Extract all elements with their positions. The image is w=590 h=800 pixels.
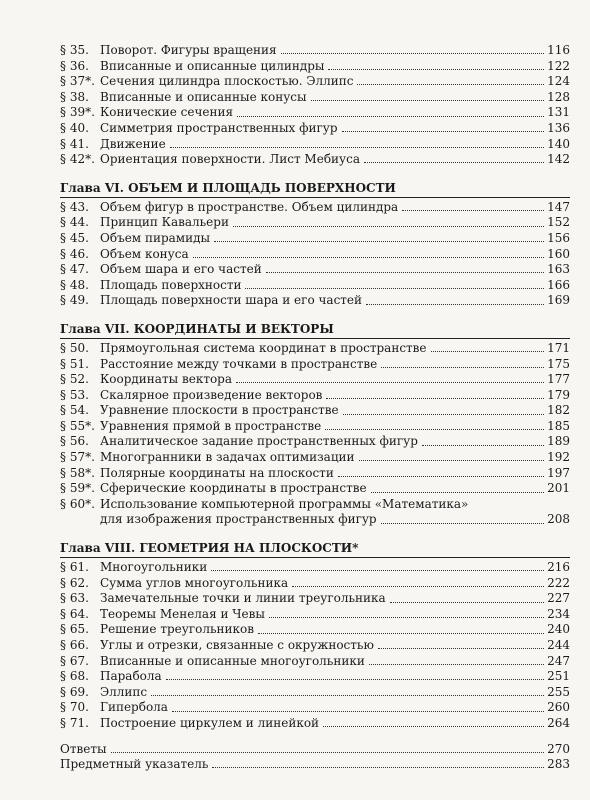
toc-entry	[60, 757, 570, 773]
page-number: 227	[547, 591, 570, 606]
page-number: 234	[547, 606, 570, 621]
page-number: 163	[547, 262, 570, 277]
section-title: Теоремы Менелая и Чевы	[100, 606, 265, 621]
page-number: 122	[547, 58, 570, 73]
dot-leader	[371, 492, 544, 493]
section-title: Вписанные и описанные цилиндры	[100, 58, 325, 73]
dot-leader	[233, 226, 544, 227]
section-title: Использование компьютерной программы «Математика»	[100, 496, 469, 511]
page-number: 171	[547, 340, 570, 355]
toc-entry	[60, 372, 570, 388]
section-number: § 64.	[60, 606, 89, 621]
dot-leader	[281, 53, 544, 54]
section-number: § 41.	[60, 136, 89, 151]
toc-entry	[60, 200, 570, 216]
section-title: Эллипс	[100, 684, 148, 699]
toc-entry	[60, 512, 570, 528]
section-number: § 65.	[60, 622, 89, 637]
section-title: Многоугольники	[100, 560, 208, 575]
dot-leader	[366, 304, 544, 305]
toc-entry	[60, 152, 570, 168]
section-title: для изображения пространственных фигур	[100, 512, 377, 527]
section-title: Объем пирамиды	[100, 230, 211, 245]
toc-entry	[60, 388, 570, 404]
page-number: 124	[547, 74, 570, 89]
dot-leader	[390, 602, 544, 603]
toc-entry	[60, 607, 570, 623]
section-number: § 54.	[60, 403, 89, 418]
section-title: Принцип Кавальери	[100, 215, 229, 230]
section-title: Конические сечения	[100, 105, 234, 120]
page-number: 179	[547, 387, 570, 402]
section-number: § 67.	[60, 653, 89, 668]
toc-entry	[60, 742, 570, 758]
section-title: Объем конуса	[100, 246, 189, 261]
toc-entry	[60, 700, 570, 716]
dot-leader	[269, 617, 544, 618]
chapter-heading: Глава VII. КООРДИНАТЫ И ВЕКТОРЫ	[60, 321, 570, 339]
table-of-contents	[60, 43, 570, 773]
toc-entry	[60, 466, 570, 482]
toc-entry	[60, 419, 570, 435]
page-number: 152	[547, 215, 570, 230]
section-title: Углы и отрезки, связанные с окружностью	[100, 638, 374, 652]
section-number: § 43.	[60, 199, 89, 214]
toc-entry	[60, 638, 570, 654]
page-number: 216	[547, 560, 570, 575]
section-number: § 42*.	[60, 152, 95, 167]
page-number: 283	[547, 757, 570, 772]
dot-leader	[212, 767, 544, 768]
section-title: Предметный указатель	[60, 757, 209, 772]
page-number: 182	[547, 403, 570, 418]
page-number: 208	[547, 512, 570, 527]
toc-entry	[60, 591, 570, 607]
dot-leader	[236, 382, 544, 383]
page-number: 270	[547, 741, 570, 756]
dot-leader	[369, 664, 544, 665]
dot-leader	[402, 210, 544, 211]
dot-leader	[245, 288, 544, 289]
section-title: Вписанные и описанные многоугольники	[100, 653, 365, 668]
dot-leader	[166, 679, 544, 680]
dot-leader	[378, 648, 544, 649]
dot-leader	[311, 100, 544, 101]
toc-entry	[60, 622, 570, 638]
section-title: Координаты вектора	[100, 372, 233, 387]
page-number: 185	[547, 418, 570, 433]
toc-entry	[60, 560, 570, 576]
toc-entry	[60, 450, 570, 466]
dot-leader	[343, 414, 544, 415]
toc-entry	[60, 59, 570, 75]
dot-leader	[266, 272, 544, 273]
section-number: § 58*.	[60, 465, 95, 480]
section-number: § 48.	[60, 277, 89, 292]
section-number: § 39*.	[60, 105, 95, 120]
section-number: § 50.	[60, 340, 89, 355]
toc-entry	[60, 231, 570, 247]
section-title: Сечения цилиндра плоскостью. Эллипс	[100, 74, 354, 89]
page-number: 264	[547, 715, 570, 730]
section-number: § 60*.	[60, 496, 95, 511]
section-title: Вписанные и описанные конусы	[100, 89, 307, 104]
section-number: § 36.	[60, 58, 89, 73]
section-title: Уравнение плоскости в пространстве	[100, 403, 339, 418]
page-number: 192	[547, 450, 570, 465]
section-number: § 44.	[60, 215, 89, 230]
page-number: 136	[547, 120, 570, 135]
dot-leader	[172, 711, 544, 712]
section-title: Сферические координаты в пространстве	[100, 481, 367, 496]
page-number: 140	[547, 136, 570, 151]
section-number: § 40.	[60, 120, 89, 135]
dot-leader	[381, 523, 544, 524]
section-number: § 62.	[60, 575, 89, 590]
page-number: 260	[547, 700, 570, 715]
back-matter	[60, 742, 570, 773]
section-number: § 61.	[60, 560, 89, 575]
chapter-heading: Глава VI. ОБЪЕМ И ПЛОЩАДЬ ПОВЕРХНОСТИ	[60, 180, 570, 198]
dot-leader	[364, 162, 544, 163]
page-number: 222	[547, 575, 570, 590]
dot-leader	[323, 726, 544, 727]
dot-leader	[328, 69, 544, 70]
page-number: 244	[547, 638, 570, 652]
page-number: 128	[547, 89, 570, 104]
dot-leader	[342, 131, 544, 132]
section-title: Аналитическое задание пространственных фигур	[100, 434, 418, 449]
section-number: § 35.	[60, 43, 89, 57]
dot-leader	[237, 116, 544, 117]
dot-leader	[151, 695, 544, 696]
section-number: § 53.	[60, 387, 89, 402]
dot-leader	[359, 460, 544, 461]
toc-entry	[60, 481, 570, 497]
section-number: § 51.	[60, 356, 89, 371]
section-number: § 69.	[60, 684, 89, 699]
section-number: § 37*.	[60, 74, 95, 89]
toc-entry	[60, 74, 570, 90]
dot-leader	[325, 429, 544, 430]
section-number: § 38.	[60, 89, 89, 104]
toc-entry	[60, 576, 570, 592]
dot-leader	[193, 257, 544, 258]
toc-entry	[60, 434, 570, 450]
section-number: § 47.	[60, 262, 89, 277]
dot-leader	[338, 476, 544, 477]
section-title: Объем шара и его частей	[100, 262, 262, 277]
section-title: Площадь поверхности	[100, 277, 242, 292]
section-title: Парабола	[100, 669, 162, 684]
toc-entry	[60, 90, 570, 106]
section-number: § 70.	[60, 700, 89, 715]
dot-leader	[381, 367, 544, 368]
toc-entry	[60, 105, 570, 121]
page-number: 197	[547, 465, 570, 480]
section-number: § 49.	[60, 293, 89, 308]
page-number: 240	[547, 622, 570, 637]
section-number: § 57*.	[60, 450, 95, 465]
section-title: Объем фигур в пространстве. Объем цилиндра	[100, 199, 399, 214]
toc-entry	[60, 669, 570, 685]
section-title: Ориентация поверхности. Лист Мебиуса	[100, 152, 360, 167]
section-number: § 56.	[60, 434, 89, 449]
page-number: 147	[547, 199, 570, 214]
section-number: § 45.	[60, 230, 89, 245]
toc-entry	[60, 293, 570, 309]
dot-leader	[214, 241, 544, 242]
page-number: 160	[547, 246, 570, 261]
page-number: 116	[547, 43, 570, 57]
section-number: § 71.	[60, 715, 89, 730]
dot-leader	[422, 445, 544, 446]
section-title: Уравнения прямой в пространстве	[100, 418, 322, 433]
page-number: 189	[547, 434, 570, 449]
toc-entry	[60, 685, 570, 701]
dot-leader	[357, 84, 544, 85]
toc-entry	[60, 247, 570, 263]
chapter-heading: Глава VIII. ГЕОМЕТРИЯ НА ПЛОСКОСТИ*	[60, 540, 570, 558]
page-number: 156	[547, 230, 570, 245]
toc-entry	[60, 403, 570, 419]
section-title: Гипербола	[100, 700, 168, 715]
toc-entry	[60, 278, 570, 294]
toc-entry	[60, 497, 570, 513]
section-title: Многогранники в задачах оптимизации	[100, 450, 355, 465]
section-title: Решение треугольников	[100, 622, 254, 637]
dot-leader	[431, 351, 544, 352]
toc-entry	[60, 716, 570, 732]
toc-entry	[60, 137, 570, 153]
toc-entry	[60, 357, 570, 373]
page-number: 142	[547, 152, 570, 167]
page-number: 131	[547, 105, 570, 120]
dot-leader	[170, 147, 544, 148]
dot-leader	[292, 586, 544, 587]
section-title: Площадь поверхности шара и его частей	[100, 293, 363, 308]
dot-leader	[211, 570, 544, 571]
section-title: Полярные координаты на плоскости	[100, 465, 334, 480]
toc-entry	[60, 43, 570, 59]
section-title: Движение	[100, 136, 166, 151]
section-title: Ответы	[60, 741, 107, 756]
dot-leader	[258, 633, 544, 634]
section-title: Сумма углов многоугольника	[100, 575, 289, 590]
section-title: Расстояние между точками в пространстве	[100, 356, 378, 371]
section-number: § 66.	[60, 638, 89, 652]
page-number: 175	[547, 356, 570, 371]
toc-entry	[60, 262, 570, 278]
section-number: § 59*.	[60, 481, 95, 496]
section-title: Симметрия пространственных фигур	[100, 120, 338, 135]
page-number: 177	[547, 372, 570, 387]
section-number: § 55*.	[60, 418, 95, 433]
section-number: § 46.	[60, 246, 89, 261]
section-number: § 52.	[60, 372, 89, 387]
section-number: § 68.	[60, 669, 89, 684]
page-number: 201	[547, 481, 570, 496]
dot-leader	[111, 752, 544, 753]
page-number: 166	[547, 277, 570, 292]
toc-entry	[60, 215, 570, 231]
page-number: 255	[547, 684, 570, 699]
toc-entry	[60, 654, 570, 670]
section-title: Замечательные точки и линии треугольника	[100, 591, 386, 606]
section-number: § 63.	[60, 591, 89, 606]
page-number: 251	[547, 669, 570, 684]
toc-entry	[60, 121, 570, 137]
section-title: Скалярное произведение векторов	[100, 387, 323, 402]
section-title: Прямоугольная система координат в пространстве	[100, 340, 427, 355]
page-number: 169	[547, 293, 570, 308]
page-number: 247	[547, 653, 570, 668]
section-title: Поворот. Фигуры вращения	[100, 43, 277, 57]
toc-entry	[60, 341, 570, 357]
section-title: Построение циркулем и линейкой	[100, 715, 320, 730]
dot-leader	[326, 398, 544, 399]
